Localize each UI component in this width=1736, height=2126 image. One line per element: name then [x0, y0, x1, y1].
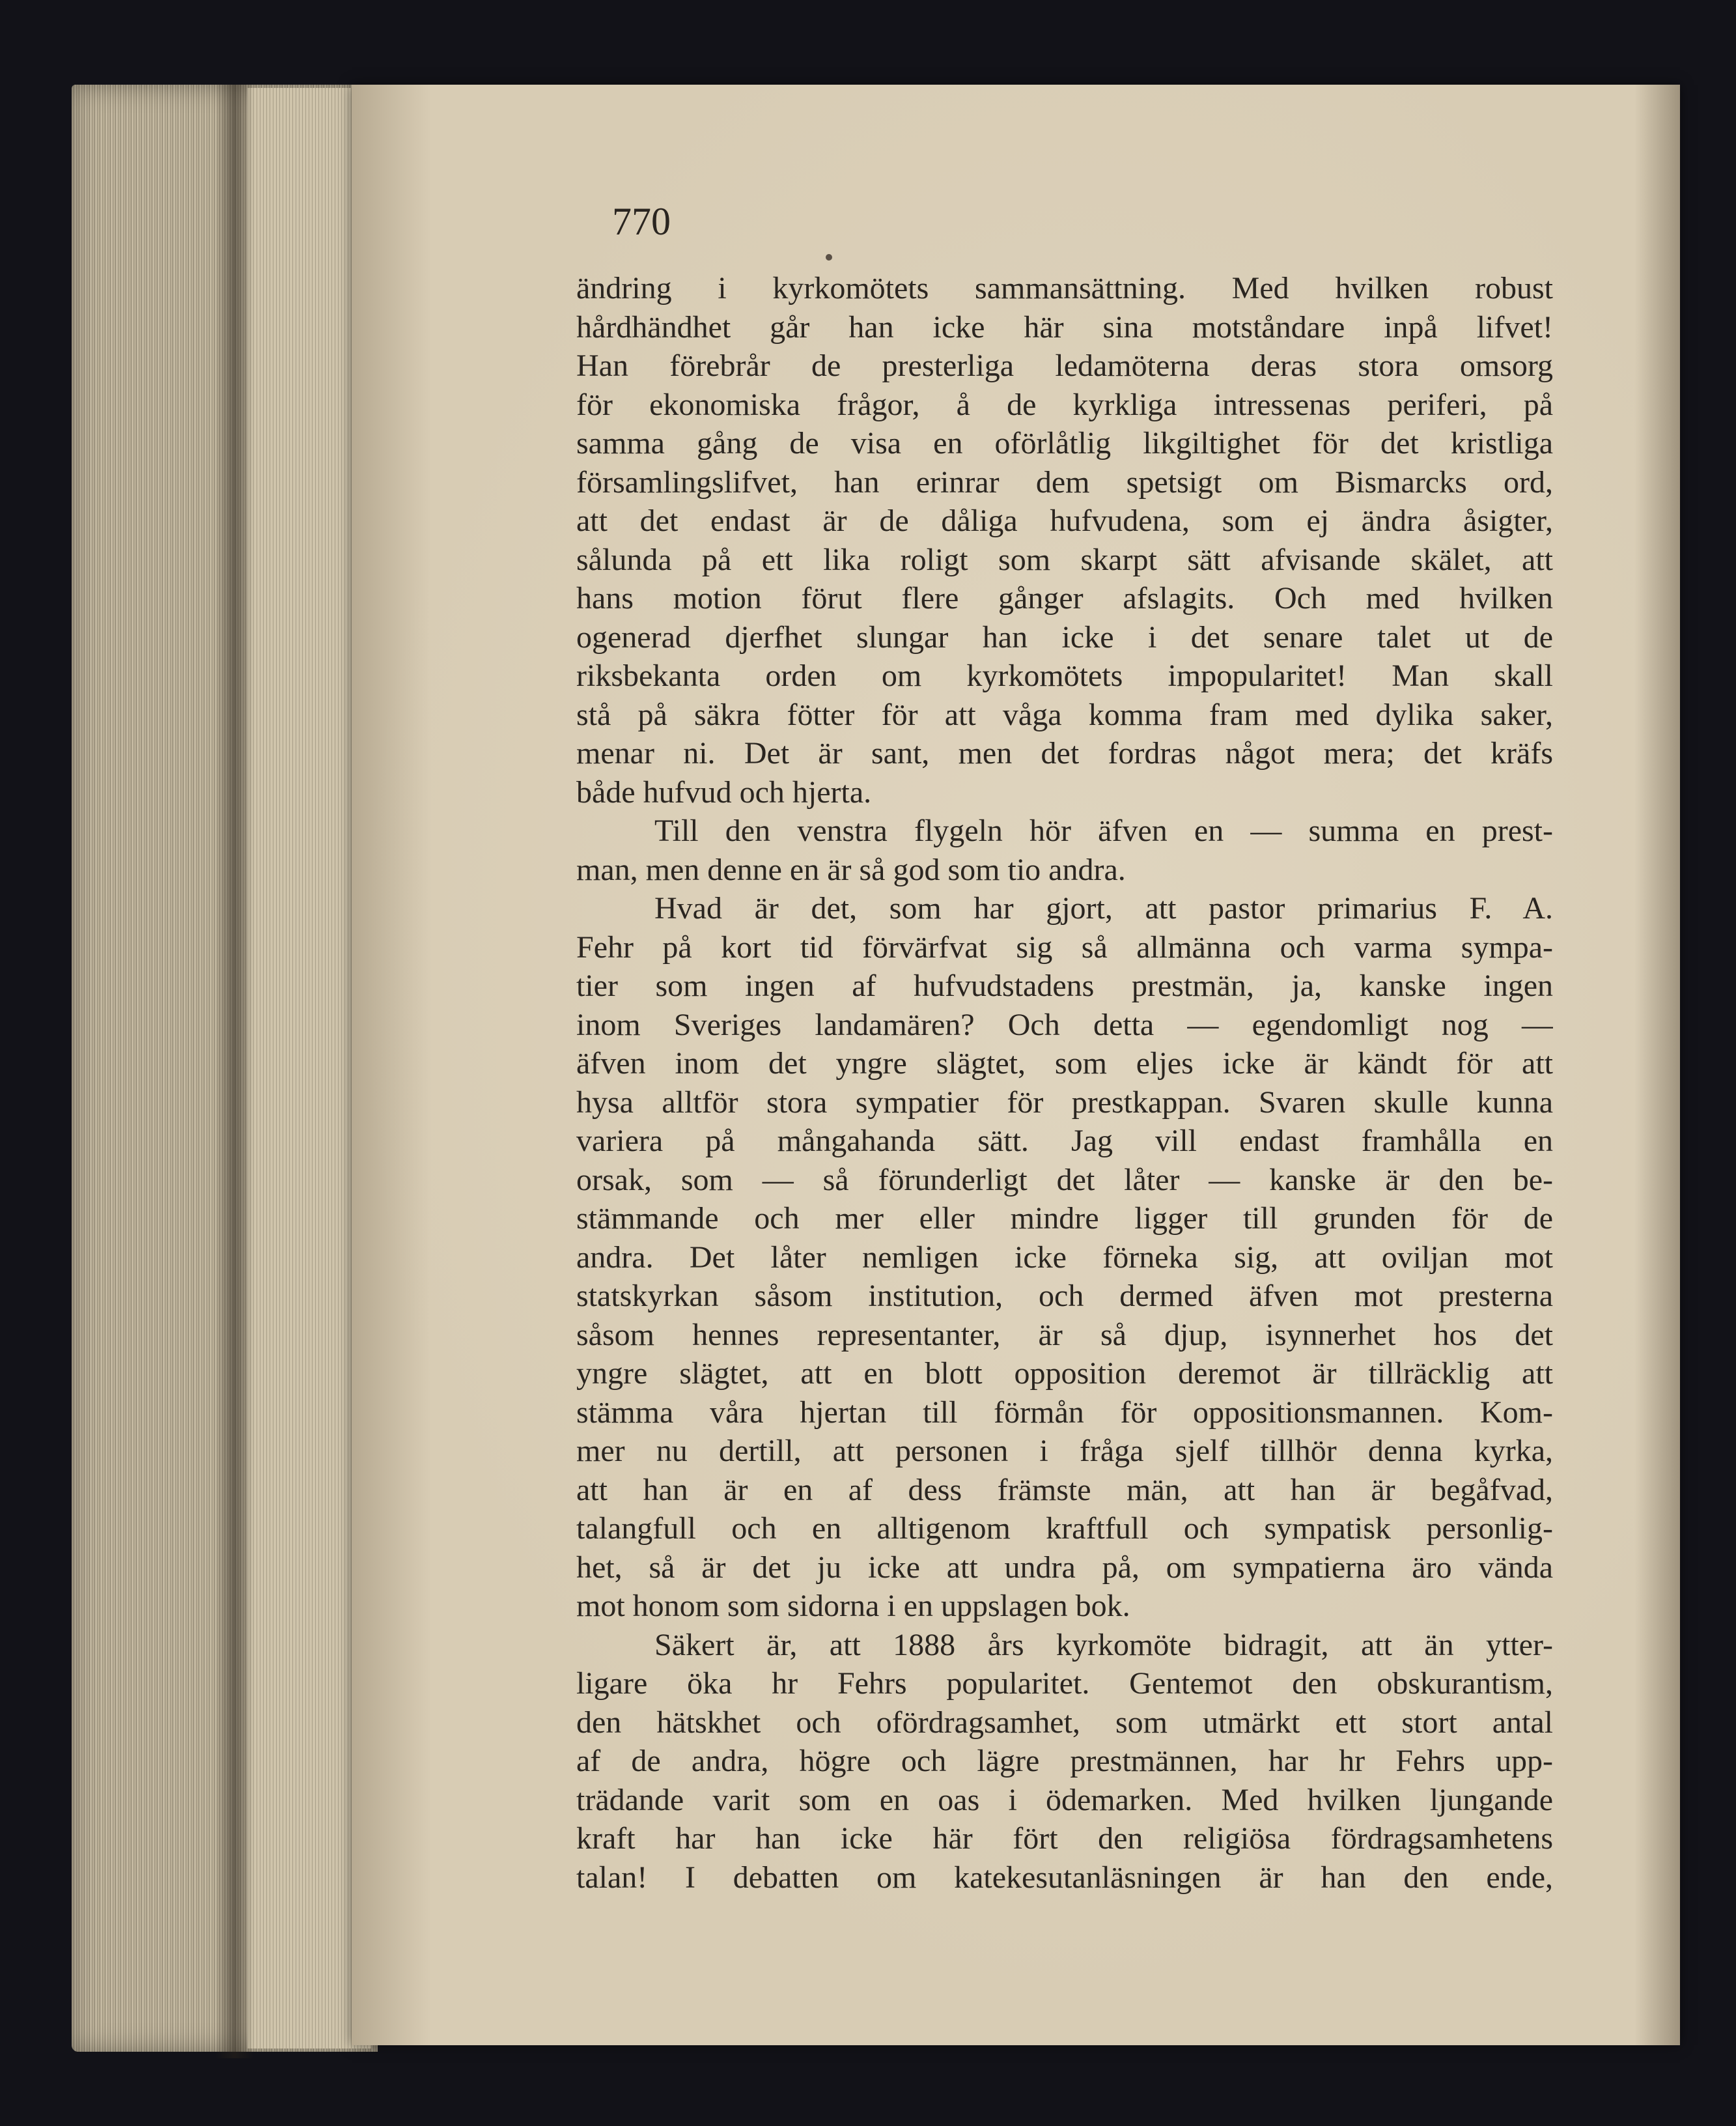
text-line: Hvad är det, som har gjort, att pastor primarius F. A. — [654, 891, 1553, 926]
text-line: sålunda på ett lika roligt som skarpt sätt afvisande skälet, att — [576, 542, 1553, 577]
text-line: yngre slägtet, att en blott opposition deremot är tillräcklig att — [576, 1356, 1553, 1391]
text-line: hårdhändhet går han icke här sina motståndare inpå lifvet! — [576, 309, 1553, 345]
text-line: kraft har han icke här fört den religiösa fördragsamhetens — [576, 1821, 1553, 1856]
text-line: trädande varit som en oas i ödemarken. Med hvilken ljungande — [576, 1782, 1553, 1817]
text-line: statskyrkan såsom institution, och dermed äfven mot presterna — [576, 1279, 1553, 1313]
text-line: äfven inom det yngre slägtet, som eljes icke är kändt för att — [576, 1046, 1553, 1081]
text-line: mer nu dertill, att personen i fråga sjelf tillhör denna kyrka, — [576, 1434, 1553, 1468]
text-line: Säkert är, att 1888 års kyrkomöte bidragit, att än ytter- — [654, 1627, 1553, 1662]
text-line: stå på säkra fötter för att våga komma fram med dylika saker, — [576, 697, 1553, 732]
text-line: både hufvud och hjerta. — [576, 774, 872, 810]
ink-speck — [826, 254, 832, 261]
text-line: Fehr på kort tid förvärfvat sig så allmänna och varma sympa- — [576, 929, 1553, 965]
text-line: församlingslifvet, han erinrar dem spetsigt om Bismarcks ord, — [576, 464, 1553, 500]
text-line: ligare öka hr Fehrs popularitet. Gentemot den obskurantism, — [576, 1666, 1553, 1701]
text-line: inom Sveriges landamären? Och detta — egendomligt nog — — [576, 1007, 1553, 1042]
printed-page — [352, 85, 1680, 2045]
text-line: riksbekanta orden om kyrkomötets impopularitet! Man skall — [576, 659, 1553, 693]
text-line: mot honom som sidorna i en uppslagen bok. — [576, 1589, 1130, 1623]
text-line: hysa alltför stora sympatier för prestkappan. Svaren skulle kunna — [576, 1084, 1553, 1120]
text-line: för ekonomiska frågor, å de kyrkliga intressenas periferi, på — [576, 387, 1553, 422]
text-line: talangfull och en alltigenom kraftfull och sympatisk personlig- — [576, 1511, 1553, 1546]
text-line: ändring i kyrkomötets sammansättning. Med hvilken robust — [576, 271, 1553, 305]
page-number: 770 — [612, 200, 671, 243]
text-line: samma gång de visa en oförlåtlig likgiltighet för det kristliga — [576, 426, 1553, 461]
text-line: menar ni. Det är sant, men det fordras något mera; det kräfs — [576, 736, 1553, 771]
body-text — [576, 269, 1553, 1897]
text-line: het, så är det ju icke att undra på, om sympatierna äro vända — [576, 1550, 1553, 1585]
text-line: andra. Det låter nemligen icke förneka sig, att oviljan mot — [576, 1240, 1553, 1275]
text-line: stämmande och mer eller mindre ligger till grunden för de — [576, 1201, 1553, 1236]
text-line: variera på mångahanda sätt. Jag vill endast framhålla en — [576, 1124, 1553, 1158]
binding-shadow — [215, 85, 254, 2058]
text-line: den hätskhet och ofördragsamhet, som utmärkt ett stort antal — [576, 1705, 1553, 1740]
text-line: man, men denne en är så god som tio andra. — [576, 852, 1126, 887]
text-line: tier som ingen af hufvudstadens prestmän, ja, kanske ingen — [576, 969, 1553, 1003]
text-line: att det endast är de dåliga hufvudena, som ej ändra åsigter, — [576, 503, 1553, 538]
text-line: Han förebrår de presterliga ledamöterna deras stora omsorg — [576, 348, 1553, 383]
text-line: Till den venstra flygeln hör äfven en — summa en prest- — [654, 814, 1553, 848]
text-line: såsom hennes representanter, är så djup, isynnerhet hos det — [576, 1317, 1553, 1352]
text-line: hans motion förut flere gånger afslagits. Och med hvilken — [576, 581, 1553, 616]
text-line: af de andra, högre och lägre prestmännen, har hr Fehrs upp- — [576, 1744, 1553, 1778]
text-line: talan! I debatten om katekesutanläsningen är han den ende, — [576, 1860, 1553, 1895]
page-gutter-shadow — [1634, 85, 1680, 2045]
text-line: orsak, som — så förunderligt det låter — kanske är den be- — [576, 1162, 1553, 1197]
text-line: att han är en af dess främste män, att han är begåfvad, — [576, 1472, 1553, 1507]
text-line: ogenerad djerfhet slungar han icke i det senare talet ut de — [576, 619, 1553, 655]
text-line: stämma våra hjertan till förmån för oppositionsmannen. Kom- — [576, 1395, 1553, 1430]
